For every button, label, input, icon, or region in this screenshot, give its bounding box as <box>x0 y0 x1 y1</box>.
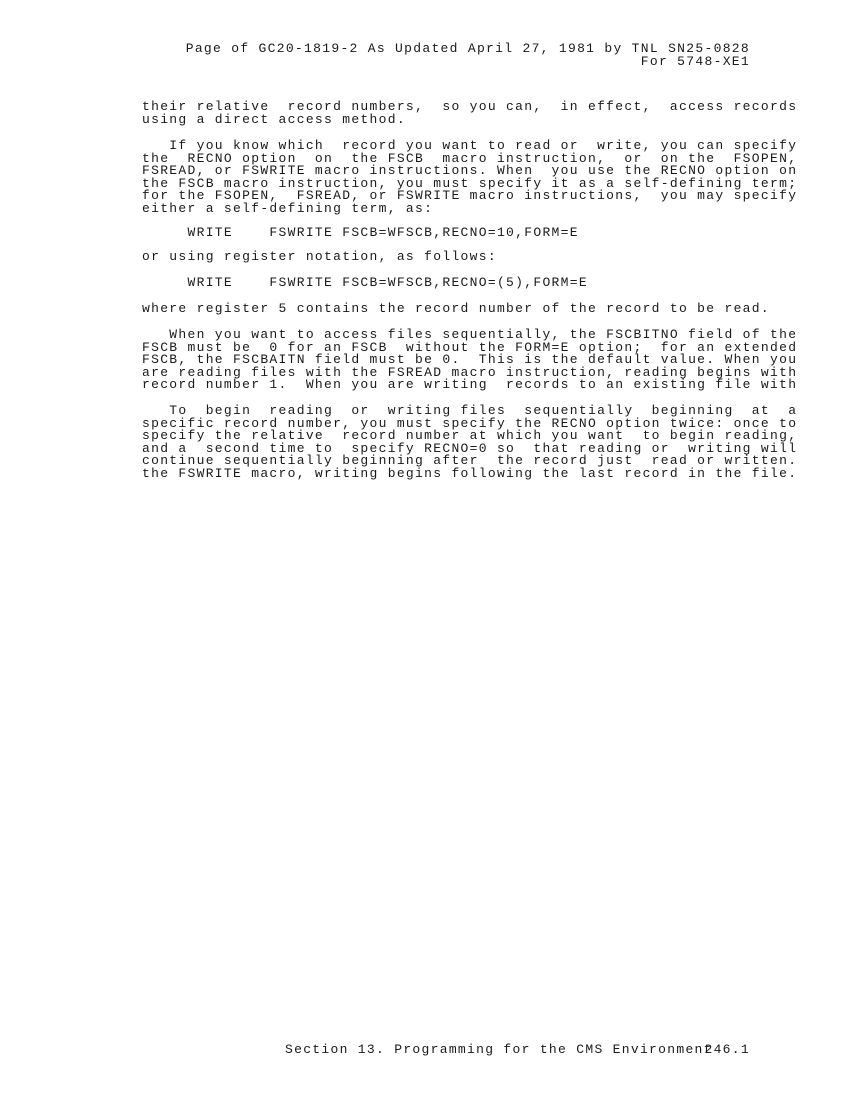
paragraph-4: where register 5 contains the record number of the record to be read. <box>142 301 770 316</box>
footer-section-title: Section 13. Programming for the CMS Environment <box>285 1042 713 1057</box>
code-example-1: WRITE FSWRITE FSCB=WFSCB,RECNO=10,FORM=E <box>142 225 579 240</box>
paragraph-3: or using register notation, as follows: <box>142 249 497 264</box>
header-revision-line: Page of GC20-1819-2 As Updated April 27, 1981 by TNL SN25-0828 <box>185 41 750 56</box>
code-example-2: WRITE FSWRITE FSCB=WFSCB,RECNO=(5),FORM=E <box>142 275 588 290</box>
paragraph-1: their relative record numbers, so you can, in effect, access records using a direct access method. <box>142 99 798 127</box>
header-product-line: For 5748-XE1 <box>640 54 750 69</box>
paragraph-5: When you want to access files sequentially, the FSCBITNO field of the FSCB must be 0 for an FSCB without the FORM=E option; for an extended FSCB, the FSCBAITN field must be 0. This is the default value. When you are reading files with the FSREAD macro instruction, reading begins with record number 1. When you are writing records to an existing file with <box>142 327 798 393</box>
paragraph-2: If you know which record you want to read or write, you can specify the RECNO option on the FSCB macro instruction, or on the FSOPEN, FSREAD, or FSWRITE macro instructions. When you use the RECNO option on the FSCB macro instruction, you must specify it as a self-defining term; for the FSOPEN, FSREAD, or FSWRITE macro instructions, you may specify either a self-defining term, as: <box>142 138 798 216</box>
footer-page-number: 246.1 <box>704 1042 750 1057</box>
paragraph-6: To begin reading or writing files sequentially beginning at a specific record number, you must specify the RECNO option twice: once to specify the relative record number at which you want to begin reading, and a second time to specify RECNO=0 so that reading or writing will continue sequentially beginning after the record just read or written. the FSWRITE macro, writing begins following the last record in the file. <box>142 403 798 481</box>
